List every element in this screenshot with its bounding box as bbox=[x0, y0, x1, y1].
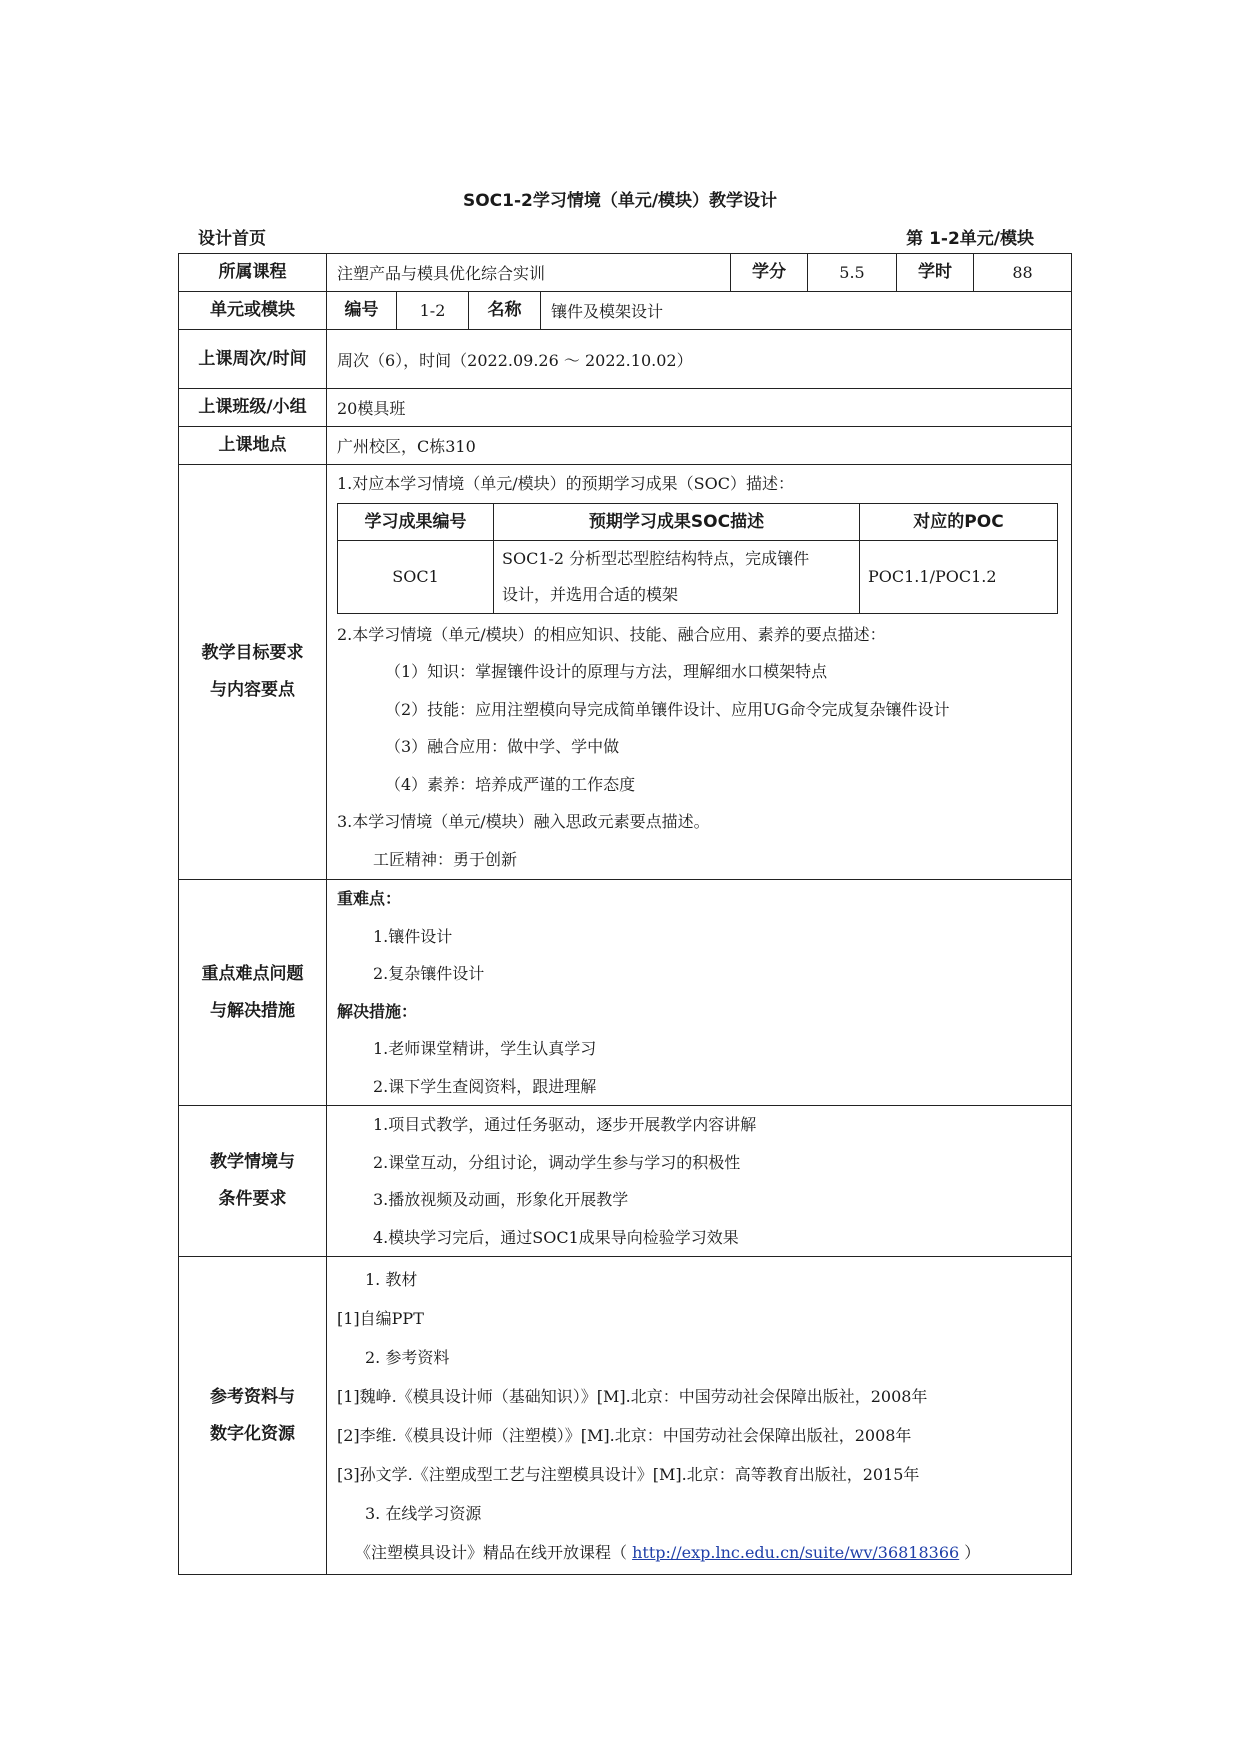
context-content bbox=[327, 1106, 1072, 1257]
resources-label-line1: 参考资料与 bbox=[210, 1386, 295, 1407]
name-value: 镶件及模架设计 bbox=[541, 292, 1072, 330]
resource-heading: 3. 在线学习资源 bbox=[365, 1503, 482, 1523]
context-label bbox=[179, 1106, 327, 1257]
table-row bbox=[338, 540, 1058, 613]
time-value: 周次（6），时间（2022.09.26 ～ 2022.10.02） bbox=[327, 330, 1072, 389]
list-item: 2.课堂互动，分组讨论，调动学生参与学习的积极性 bbox=[373, 1152, 741, 1172]
context-label-line1: 教学情境与 bbox=[210, 1152, 295, 1172]
list-item: 2.复杂镶件设计 bbox=[373, 964, 485, 983]
difficulties-label-line1: 重点难点问题 bbox=[201, 963, 304, 984]
key-points-title: 重难点： bbox=[337, 889, 402, 908]
objective-item: （1）知识：掌握镶件设计的原理与方法，理解细水口模架特点 bbox=[385, 662, 828, 681]
resource-heading: 1. 教材 bbox=[365, 1269, 418, 1289]
difficulties-label bbox=[179, 880, 327, 1106]
soc-id: SOC1 bbox=[338, 540, 494, 613]
unit-label: 单元或模块 bbox=[179, 292, 327, 330]
row-course bbox=[179, 254, 1072, 292]
list-item: 3.播放视频及动画，形象化开展教学 bbox=[373, 1190, 629, 1209]
soc-header-desc: 预期学习成果SOC描述 bbox=[494, 503, 860, 540]
soc-desc-line2: 设计，并选用合适的模架 bbox=[502, 584, 679, 604]
header-right: 第 1-2单元/模块 bbox=[906, 229, 1034, 249]
row-context bbox=[179, 1106, 1072, 1257]
list-item: 1.项目式教学，通过任务驱动，逐步开展教学内容讲解 bbox=[373, 1115, 757, 1134]
objective-item: （2）技能：应用注塑模向导完成简单镶件设计、应用UG命令完成复杂镶件设计 bbox=[385, 699, 950, 719]
objectives-label-line2: 与内容要点 bbox=[210, 680, 295, 700]
class-label: 上课班级/小组 bbox=[179, 389, 327, 427]
online-suffix: ） bbox=[959, 1542, 981, 1562]
list-item: 2.课下学生查阅资料，跟进理解 bbox=[373, 1076, 597, 1096]
code-value: 1-2 bbox=[397, 292, 469, 330]
resources-label bbox=[179, 1257, 327, 1575]
objectives-p3: 3.本学习情境（单元/模块）融入思政元素要点描述。 bbox=[337, 812, 710, 831]
objectives-label-line1: 教学目标要求 bbox=[201, 643, 304, 663]
header-left: 设计首页 bbox=[198, 229, 266, 249]
course-label: 所属课程 bbox=[179, 254, 327, 292]
soc-poc: POC1.1/POC1.2 bbox=[860, 540, 1058, 613]
objectives-content bbox=[327, 465, 1072, 880]
list-item: 1.镶件设计 bbox=[373, 926, 453, 946]
objective-item: （3）融合应用：做中学、学中做 bbox=[385, 737, 620, 756]
objective-item: （4）素养：培养成严谨的工作态度 bbox=[385, 774, 636, 794]
place-value: 广州校区，C栋310 bbox=[327, 427, 1072, 465]
context-label-line2: 条件要求 bbox=[218, 1189, 287, 1209]
soc-header-id: 学习成果编号 bbox=[338, 503, 494, 540]
document-title: SOC1-2学习情境（单元/模块）教学设计 bbox=[462, 191, 778, 211]
resources-content bbox=[327, 1257, 1072, 1575]
online-course-link[interactable]: http://exp.lnc.edu.cn/suite/wv/36818366 bbox=[632, 1542, 960, 1562]
credit-value: 5.5 bbox=[808, 254, 897, 292]
row-objectives bbox=[179, 465, 1072, 880]
objectives-intro: 1.对应本学习情境（单元/模块）的预期学习成果（SOC）描述： bbox=[337, 474, 794, 493]
hours-value: 88 bbox=[974, 254, 1072, 292]
objectives-label bbox=[179, 465, 327, 880]
difficulties-content bbox=[327, 880, 1072, 1106]
list-item: 4.模块学习完后，通过SOC1成果导向检验学习效果 bbox=[373, 1227, 739, 1247]
code-label: 编号 bbox=[327, 292, 397, 330]
soc-desc bbox=[494, 540, 860, 613]
name-label: 名称 bbox=[469, 292, 541, 330]
online-resource bbox=[337, 1533, 1061, 1572]
reference-item: [2]李维.《模具设计师（注塑模）》[M].北京：中国劳动社会保障出版社，2008年 bbox=[337, 1425, 912, 1445]
credit-label: 学分 bbox=[731, 254, 808, 292]
resources-label-line2: 数字化资源 bbox=[210, 1423, 295, 1444]
online-prefix: 《注塑模具设计》精品在线开放课程（ bbox=[355, 1542, 633, 1562]
soc-header-poc: 对应的POC bbox=[860, 503, 1058, 540]
solutions-title: 解决措施： bbox=[337, 1001, 418, 1021]
reference-item: [1]魏峥.《模具设计师（基础知识）》[M].北京：中国劳动社会保障出版社，2008年 bbox=[337, 1386, 928, 1406]
resource-item: [1]自编PPT bbox=[337, 1308, 424, 1328]
list-item: 1.老师课堂精讲，学生认真学习 bbox=[373, 1039, 597, 1058]
class-value: 20模具班 bbox=[327, 389, 1072, 427]
row-time bbox=[179, 330, 1072, 389]
reference-item: [3]孙文学.《注塑成型工艺与注塑模具设计》[M].北京：高等教育出版社，2015年 bbox=[337, 1464, 920, 1484]
design-table bbox=[178, 253, 1072, 1575]
soc-desc-line1: SOC1-2 分析型芯型腔结构特点，完成镶件 bbox=[502, 548, 810, 568]
row-resources bbox=[179, 1257, 1072, 1575]
objectives-p3-item: 工匠精神：勇于创新 bbox=[373, 849, 518, 869]
row-unit bbox=[179, 292, 1072, 330]
row-difficulties bbox=[179, 880, 1072, 1106]
hours-label: 学时 bbox=[897, 254, 974, 292]
course-value: 注塑产品与模具优化综合实训 bbox=[327, 254, 731, 292]
soc-table bbox=[337, 503, 1058, 614]
difficulties-label-line2: 与解决措施 bbox=[210, 1000, 295, 1021]
time-label: 上课周次/时间 bbox=[179, 330, 327, 389]
place-label: 上课地点 bbox=[179, 427, 327, 465]
resource-heading: 2. 参考资料 bbox=[365, 1347, 450, 1367]
row-class bbox=[179, 389, 1072, 427]
objectives-p2: 2.本学习情境（单元/模块）的相应知识、技能、融合应用、素养的要点描述： bbox=[337, 624, 886, 644]
row-place bbox=[179, 427, 1072, 465]
